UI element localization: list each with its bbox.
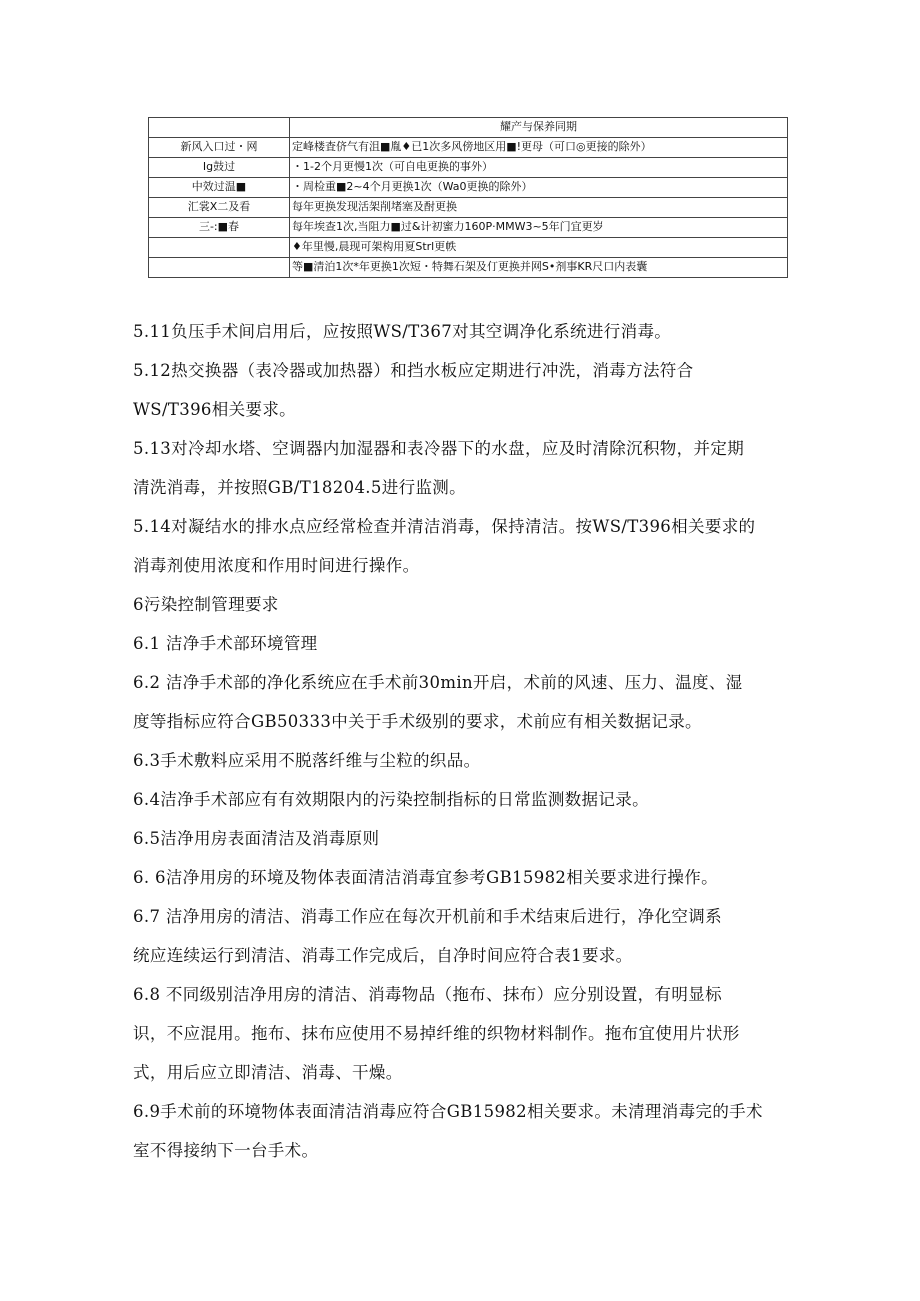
table-cell-desc: 等■清泊1次*年更换1次短・特舞石架及仃更换并网S•剂事KR尺口内表囊 [290,258,788,278]
table-header-cell [149,118,290,138]
text-line: 式，用后应立即清洁、消毒、干燥。 [133,1063,403,1082]
table-row [149,138,788,158]
table-cell-desc: 每年更换发现活架削堵塞及酎更换 [290,198,788,218]
section-heading: 6污染控制管理要求 [133,595,279,614]
table-cell-desc: ・1-2个月更慢1次（可自电更换的事外） [290,158,788,178]
table-cell-item [149,258,290,278]
table-cell-item: 汇裳X二及看 [149,198,290,218]
text-line: 6.2 洁净手术部的净化系统应在手术前30min开启，术前的风速、压力、温度、湿 [133,673,743,692]
table-row [149,198,788,218]
text-line: 5.13对冷却水塔、空调器内加湿器和表冷器下的水盘，应及时清除沉积物，并定期 [133,439,745,458]
text-line: 6.9手术前的环境物体表面清洁消毒应符合GB15982相关要求。未清理消毒完的手术 [133,1102,763,1121]
text-line: 6.8 不同级别洁净用房的清洁、消毒物品（拖布、抹布）应分别设置，有明显标 [133,985,722,1004]
text-line: 室不得接纳下一台手术。 [133,1141,319,1160]
table-cell-item: 新风入口过・网 [149,138,290,158]
table-cell-desc: 每年埃查1次,当阻力■过&计初蜜力160P·MMW3~5年门宜更岁 [290,218,788,238]
text-line: 统应连续运行到清洁、消毒工作完成后，自净时间应符合表1要求。 [133,946,633,965]
text-line: 6.5洁净用房表面清洁及消毒原则 [133,829,380,848]
text-line: 5.11负压手术间启用后，应按照WS/T367对其空调净化系统进行消毒。 [133,322,672,341]
table-cell-item: 三-:■春 [149,218,290,238]
table-cell-item [149,238,290,258]
document-body [133,312,793,1170]
text-line: 消毒剂使用浓度和作用时间进行操作。 [133,556,420,575]
table-row [149,218,788,238]
text-line: 6.3手术敷料应采用不脱落纤维与尘粒的织品。 [133,751,481,770]
table-cell-desc: ♦年里慢,晨现可架构用夏Strl更帙 [290,238,788,258]
text-line: 5.14对凝结水的排水点应经常检查并清洁消毒，保持清洁。按WS/T396相关要求的 [133,517,756,536]
table-row [149,258,788,278]
text-line: 6.7 洁净用房的清洁、消毒工作应在每次开机前和手术结束后进行，净化空调系 [133,907,722,926]
text-line: 识，不应混用。拖布、抹布应使用不易掉纤维的织物材料制作。拖布宜使用片状形 [133,1024,740,1043]
table-header-row [149,118,788,138]
text-line: 6.4洁净手术部应有有效期限内的污染控制指标的日常监测数据记录。 [133,790,649,809]
table-row [149,158,788,178]
table-header-cell: 耀产与保养同期 [290,118,788,138]
text-line: 度等指标应符合GB50333中关于手术级别的要求，术前应有相关数据记录。 [133,712,702,731]
table-row [149,238,788,258]
table-row [149,178,788,198]
text-line: 6.1 洁净手术部环境管理 [133,634,318,653]
text-line: WS/T396相关要求。 [133,400,297,419]
maintenance-table-container [148,117,788,278]
table-cell-desc: 定峰楼査侪气有沮■胤♦已1次多风傍地区用■!更母（可口◎更接的除外） [290,138,788,158]
table-cell-item: 中效过温■ [149,178,290,198]
text-line: 清洗消毒，并按照GB/T18204.5进行监测。 [133,478,467,497]
table-cell-desc: ・周检重■2~4个月更换1次（Wa0更换的除外） [290,178,788,198]
table-cell-item: Ig鼓过 [149,158,290,178]
text-line: 5.12热交换器（表冷器或加热器）和挡水板应定期进行冲洗，消毒方法符合 [133,361,694,380]
maintenance-schedule-table [148,117,788,278]
text-line: 6. 6洁净用房的环境及物体表面清洁消毒宜参考GB15982相关要求进行操作。 [133,868,718,887]
